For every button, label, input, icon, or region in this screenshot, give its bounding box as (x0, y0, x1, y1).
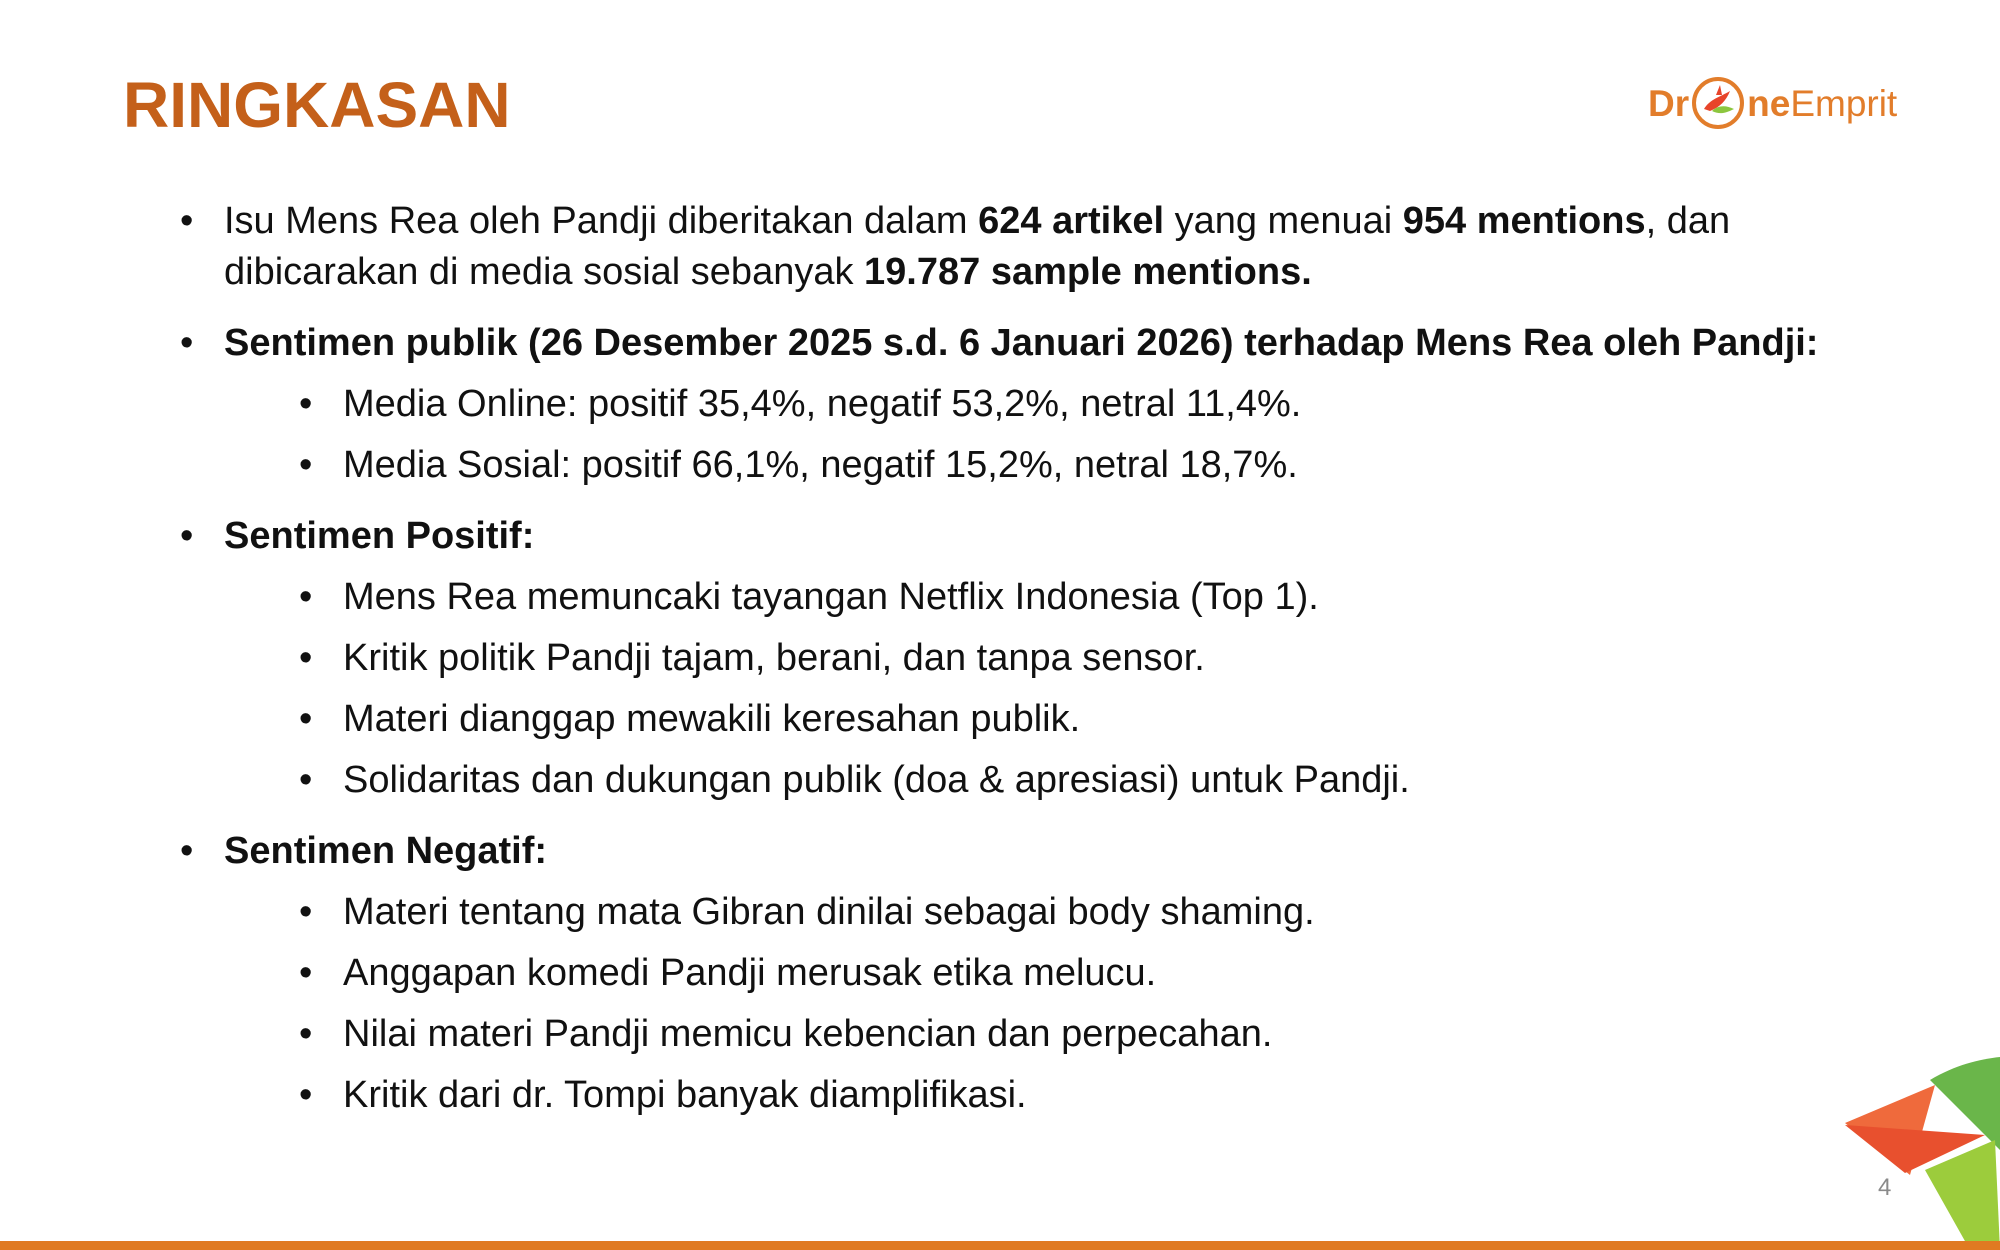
corner-decoration (1845, 1055, 2000, 1250)
logo-part-dr: Dr (1648, 82, 1690, 124)
bullet-list (180, 196, 1830, 1121)
positive-sentiment-list (224, 572, 1830, 806)
list-item: • Kritik dari dr. Tompi banyak diamplifikasi. (299, 1070, 1830, 1121)
bullet-negative-sentiment (180, 826, 1830, 1121)
list-item: • Solidaritas dan dukungan publik (doa & apresiasi) untuk Pandji. (299, 755, 1830, 806)
bird-ring-icon (1690, 75, 1746, 131)
bullet-coverage-text-2: yang menuai (1164, 200, 1403, 242)
negative-sentiment-heading: Sentimen Negatif: (224, 830, 548, 872)
positive-sentiment-heading: Sentimen Positif: (224, 515, 535, 557)
list-item: • Nilai materi Pandji memicu kebencian dan perpecahan. (299, 1009, 1830, 1060)
negative-sentiment-list (224, 887, 1830, 1121)
bullet-coverage-text-3: , dan dibicarakan di media sosial sebanyak (224, 200, 1731, 293)
list-item: • Anggapan komedi Pandji merusak etika melucu. (299, 948, 1830, 999)
bullet-positive-sentiment (180, 511, 1830, 806)
list-item: • Mens Rea memuncaki tayangan Netflix Indonesia (Top 1). (299, 572, 1830, 623)
sample-mention-count: 19.787 sample mentions. (864, 251, 1312, 293)
public-sentiment-heading: Sentimen publik (26 Desember 2025 s.d. 6 Januari 2026) terhadap Mens Rea oleh Pandji: (224, 322, 1819, 364)
bullet-public-sentiment (180, 318, 1830, 491)
drone-emprit-logo (1648, 70, 1918, 142)
list-item: • Materi tentang mata Gibran dinilai sebagai body shaming. (299, 887, 1830, 938)
list-item: • Materi dianggap mewakili keresahan publik. (299, 694, 1830, 745)
mention-count: 954 mentions (1402, 200, 1646, 242)
public-sentiment-list (224, 379, 1830, 491)
logo-text (1648, 78, 1897, 134)
bullet-coverage-text-1: Isu Mens Rea oleh Pandji diberitakan dalam (224, 200, 979, 242)
slide-title: RINGKASAN (123, 69, 511, 141)
logo-part-emprit: Emprit (1790, 82, 1898, 124)
bullet-coverage (180, 196, 1830, 298)
logo-part-ne: ne (1747, 82, 1791, 124)
page-number: 4 (1878, 1174, 1892, 1201)
list-item: • Kritik politik Pandji tajam, berani, dan tanpa sensor. (299, 633, 1830, 684)
bottom-accent-bar (0, 1241, 2000, 1250)
list-item: • Media Sosial: positif 66,1%, negatif 15,2%, netral 18,7%. (299, 440, 1830, 491)
summary-content (180, 196, 1830, 1141)
article-count: 624 artikel (978, 200, 1165, 242)
list-item: • Media Online: positif 35,4%, negatif 53,2%, netral 11,4%. (299, 379, 1830, 430)
